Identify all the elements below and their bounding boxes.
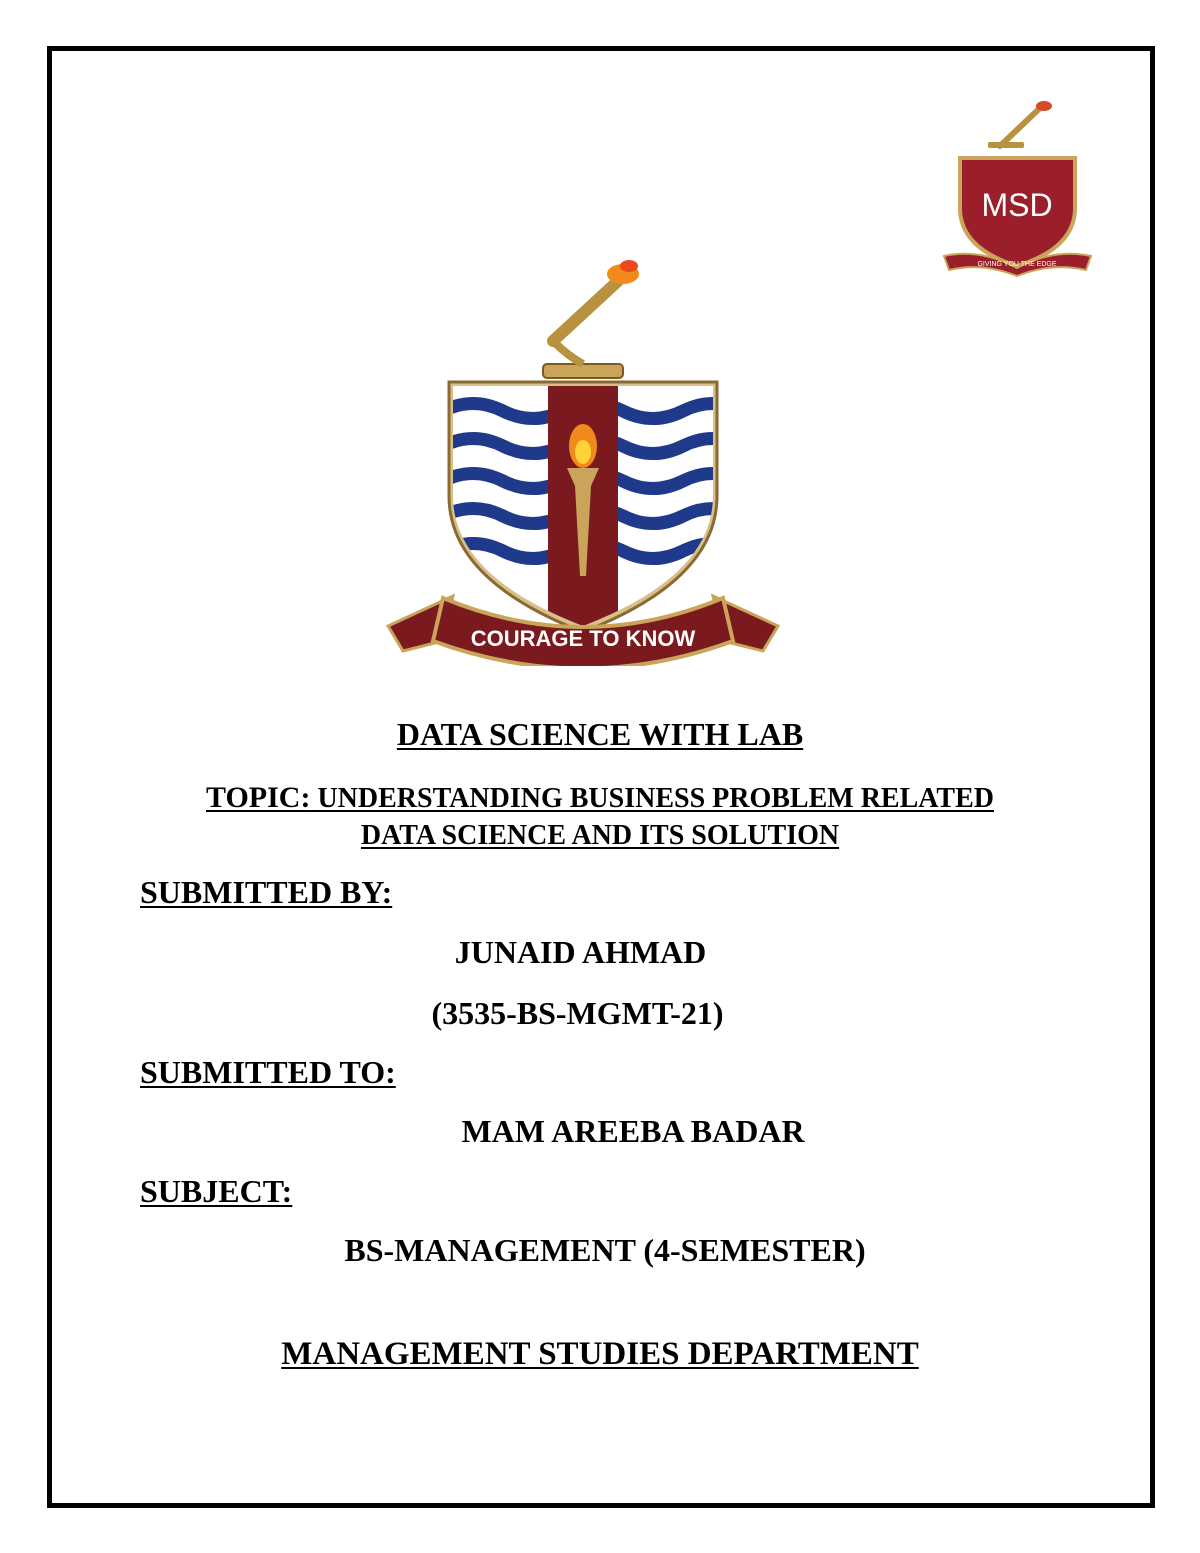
crest-torch-icon [543, 260, 639, 378]
subject-label: SUBJECT: [140, 1173, 293, 1209]
roll-number: (3535-BS-MGMT-21) [431, 995, 724, 1031]
crest-motto: COURAGE TO KNOW [470, 626, 696, 651]
msd-torch-icon [988, 101, 1052, 148]
msd-ribbon-text: GIVING YOU THE EDGE [977, 261, 1057, 268]
submitted-to-label: SUBMITTED TO: [140, 1054, 396, 1090]
student-name: JUNAID AHMAD [454, 934, 707, 970]
department-name: MANAGEMENT STUDIES DEPARTMENT [281, 1336, 919, 1372]
msd-logo [940, 98, 1095, 278]
topic-label: TOPIC: [205, 781, 311, 814]
msd-letters: MSD [981, 187, 1053, 223]
university-crest [383, 246, 783, 666]
topic-line-1 [0, 781, 1200, 815]
teacher-name: MAM AREEBA BADAR [461, 1113, 805, 1149]
program-name: BS-MANAGEMENT (4-SEMESTER) [344, 1232, 866, 1268]
submitted-by-label: SUBMITTED BY: [140, 874, 393, 910]
topic-line-2: DATA SCIENCE AND ITS SOLUTION [360, 820, 840, 851]
course-title: DATA SCIENCE WITH LAB [396, 716, 804, 752]
topic-text-1: UNDERSTANDING BUSINESS PROBLEM RELATED [310, 783, 994, 814]
